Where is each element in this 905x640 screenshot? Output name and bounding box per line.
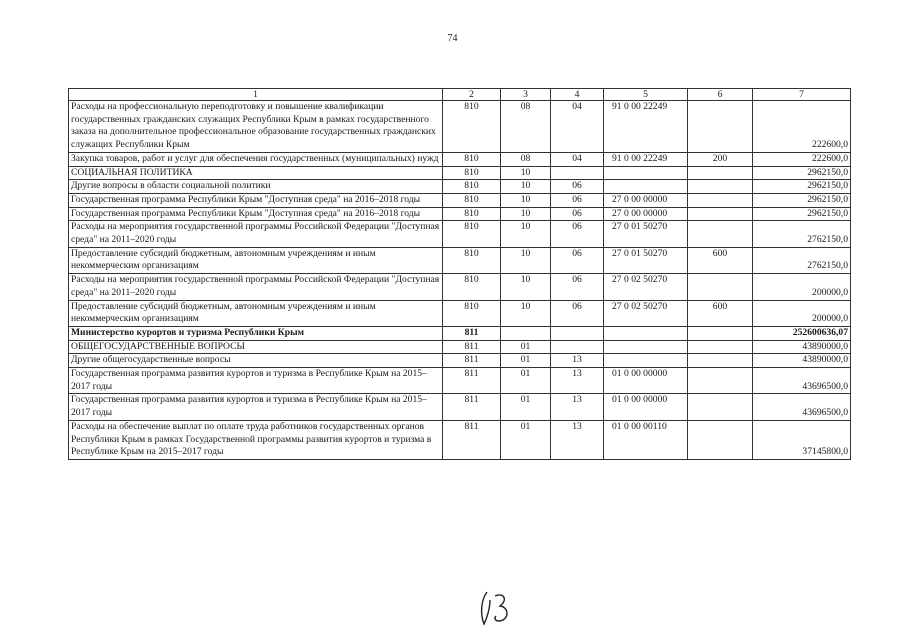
row-name-cell: Расходы на мероприятия государственной программы Российской Федерации "Доступная среда" на 2011–2020 годы [69, 274, 443, 300]
amount-cell: 43696500,0 [753, 368, 851, 394]
ministry-code-cell: 811 [443, 354, 501, 368]
handwritten-signature [478, 588, 518, 630]
subsection-code-cell: 13 [551, 420, 604, 459]
amount-cell: 222600,0 [753, 101, 851, 153]
row-name-cell: ОБЩЕГОСУДАРСТВЕННЫЕ ВОПРОСЫ [69, 340, 443, 354]
header-cell-4: 4 [551, 89, 604, 101]
header-cell-2: 2 [443, 89, 501, 101]
amount-cell: 2762150,0 [753, 247, 851, 273]
row-name-cell: Расходы на мероприятия государственной программы Российской Федерации "Доступная среда" на 2011–2020 годы [69, 221, 443, 247]
expense-type-cell [688, 166, 753, 180]
section-code-cell: 10 [501, 207, 551, 221]
row-name-cell: Другие вопросы в области социальной политики [69, 180, 443, 194]
target-article-cell: 27 0 02 50270 [604, 274, 688, 300]
ministry-code-cell: 810 [443, 221, 501, 247]
amount-cell: 43696500,0 [753, 394, 851, 420]
row-name-cell: Закупка товаров, работ и услуг для обеспечения государственных (муниципальных) нужд [69, 152, 443, 166]
expense-type-cell [688, 207, 753, 221]
ministry-code-cell: 810 [443, 300, 501, 326]
expense-type-cell [688, 326, 753, 340]
amount-cell: 2962150,0 [753, 166, 851, 180]
row-name-cell: СОЦИАЛЬНАЯ ПОЛИТИКА [69, 166, 443, 180]
section-code-cell: 10 [501, 221, 551, 247]
ministry-code-cell: 811 [443, 340, 501, 354]
subsection-code-cell: 06 [551, 207, 604, 221]
ministry-code-cell: 811 [443, 394, 501, 420]
table-row [69, 193, 851, 207]
section-code-cell [501, 326, 551, 340]
ministry-code-cell: 810 [443, 193, 501, 207]
subsection-code-cell: 04 [551, 152, 604, 166]
table-row [69, 340, 851, 354]
amount-cell: 2962150,0 [753, 207, 851, 221]
amount-cell: 200000,0 [753, 274, 851, 300]
target-article-cell: 91 0 00 22249 [604, 152, 688, 166]
section-code-cell: 01 [501, 340, 551, 354]
expense-type-cell [688, 394, 753, 420]
row-name-cell: Государственная программа Республики Крым "Доступная среда" на 2016–2018 годы [69, 193, 443, 207]
row-name-cell: Государственная программа развития курортов и туризма в Республике Крым на 2015–2017 годы [69, 394, 443, 420]
table-row [69, 300, 851, 326]
table-row [69, 326, 851, 340]
table-row [69, 221, 851, 247]
expense-type-cell [688, 101, 753, 153]
section-code-cell: 10 [501, 193, 551, 207]
table-row [69, 368, 851, 394]
table-row [69, 354, 851, 368]
row-name-cell: Расходы на обеспечение выплат по оплате труда работников государственных органов Республики Крым в рамках Государственной программы развития курортов и туризма в Республике Крым на 2015–2017 годы [69, 420, 443, 459]
header-cell-5: 5 [604, 89, 688, 101]
expense-type-cell [688, 274, 753, 300]
amount-cell: 222600,0 [753, 152, 851, 166]
ministry-code-cell: 811 [443, 420, 501, 459]
ministry-code-cell: 810 [443, 247, 501, 273]
row-name-cell: Министерство курортов и туризма Республики Крым [69, 326, 443, 340]
ministry-code-cell: 810 [443, 207, 501, 221]
amount-cell: 2962150,0 [753, 180, 851, 194]
amount-cell: 2762150,0 [753, 221, 851, 247]
section-code-cell: 01 [501, 420, 551, 459]
table-row [69, 152, 851, 166]
section-code-cell: 01 [501, 368, 551, 394]
target-article-cell: 27 0 01 50270 [604, 247, 688, 273]
table-row [69, 101, 851, 153]
section-code-cell: 08 [501, 101, 551, 153]
expense-type-cell [688, 221, 753, 247]
target-article-cell [604, 326, 688, 340]
ministry-code-cell: 810 [443, 180, 501, 194]
section-code-cell: 10 [501, 166, 551, 180]
table-row [69, 207, 851, 221]
target-article-cell [604, 354, 688, 368]
amount-cell: 43890000,0 [753, 354, 851, 368]
row-name-cell: Государственная программа Республики Крым "Доступная среда" на 2016–2018 годы [69, 207, 443, 221]
expense-type-cell [688, 354, 753, 368]
target-article-cell [604, 340, 688, 354]
expense-type-cell: 200 [688, 152, 753, 166]
target-article-cell: 27 0 02 50270 [604, 300, 688, 326]
amount-cell: 43890000,0 [753, 340, 851, 354]
target-article-cell [604, 166, 688, 180]
amount-cell: 252600636,07 [753, 326, 851, 340]
amount-cell: 37145800,0 [753, 420, 851, 459]
ministry-code-cell: 811 [443, 326, 501, 340]
subsection-code-cell: 06 [551, 193, 604, 207]
amount-cell: 200000,0 [753, 300, 851, 326]
section-code-cell: 10 [501, 180, 551, 194]
subsection-code-cell: 06 [551, 221, 604, 247]
subsection-code-cell [551, 326, 604, 340]
expense-type-cell [688, 420, 753, 459]
row-name-cell: Предоставление субсидий бюджетным, автономным учреждениям и иным некоммерческим организациям [69, 300, 443, 326]
table-row [69, 247, 851, 273]
row-name-cell: Расходы на профессиональную переподготовку и повышение квалификации государственных гражданских служащих Республики Крым в рамках государственного заказа на дополнительное профессиональное образование государственных гражданских служащих Республики Крым [69, 101, 443, 153]
target-article-cell: 27 0 00 00000 [604, 207, 688, 221]
ministry-code-cell: 811 [443, 368, 501, 394]
budget-table [68, 88, 851, 460]
ministry-code-cell: 810 [443, 152, 501, 166]
ministry-code-cell: 810 [443, 166, 501, 180]
expense-type-cell [688, 193, 753, 207]
section-code-cell: 10 [501, 274, 551, 300]
row-name-cell: Государственная программа развития курортов и туризма в Республике Крым на 2015–2017 годы [69, 368, 443, 394]
subsection-code-cell: 06 [551, 247, 604, 273]
table-row [69, 274, 851, 300]
subsection-code-cell: 13 [551, 394, 604, 420]
subsection-code-cell: 06 [551, 180, 604, 194]
header-cell-7: 7 [753, 89, 851, 101]
header-cell-6: 6 [688, 89, 753, 101]
subsection-code-cell: 13 [551, 354, 604, 368]
subsection-code-cell: 06 [551, 300, 604, 326]
table-row [69, 394, 851, 420]
target-article-cell: 01 0 00 00000 [604, 368, 688, 394]
section-code-cell: 01 [501, 354, 551, 368]
expense-type-cell [688, 340, 753, 354]
target-article-cell: 27 0 00 00000 [604, 193, 688, 207]
target-article-cell: 27 0 01 50270 [604, 221, 688, 247]
table-row [69, 180, 851, 194]
table-header-row [69, 89, 851, 101]
expense-type-cell: 600 [688, 300, 753, 326]
expense-type-cell: 600 [688, 247, 753, 273]
amount-cell: 2962150,0 [753, 193, 851, 207]
subsection-code-cell: 06 [551, 274, 604, 300]
header-cell-3: 3 [501, 89, 551, 101]
section-code-cell: 01 [501, 394, 551, 420]
page-number: 74 [447, 33, 458, 44]
section-code-cell: 10 [501, 247, 551, 273]
subsection-code-cell: 13 [551, 368, 604, 394]
subsection-code-cell [551, 340, 604, 354]
target-article-cell: 91 0 00 22249 [604, 101, 688, 153]
header-cell-1: 1 [69, 89, 443, 101]
subsection-code-cell [551, 166, 604, 180]
section-code-cell: 08 [501, 152, 551, 166]
expense-type-cell [688, 180, 753, 194]
target-article-cell [604, 180, 688, 194]
target-article-cell: 01 0 00 00110 [604, 420, 688, 459]
table-row [69, 420, 851, 459]
table-row [69, 166, 851, 180]
ministry-code-cell: 810 [443, 101, 501, 153]
row-name-cell: Предоставление субсидий бюджетным, автономным учреждениям и иным некоммерческим организациям [69, 247, 443, 273]
section-code-cell: 10 [501, 300, 551, 326]
target-article-cell: 01 0 00 00000 [604, 394, 688, 420]
ministry-code-cell: 810 [443, 274, 501, 300]
subsection-code-cell: 04 [551, 101, 604, 153]
expense-type-cell [688, 368, 753, 394]
row-name-cell: Другие общегосударственные вопросы [69, 354, 443, 368]
